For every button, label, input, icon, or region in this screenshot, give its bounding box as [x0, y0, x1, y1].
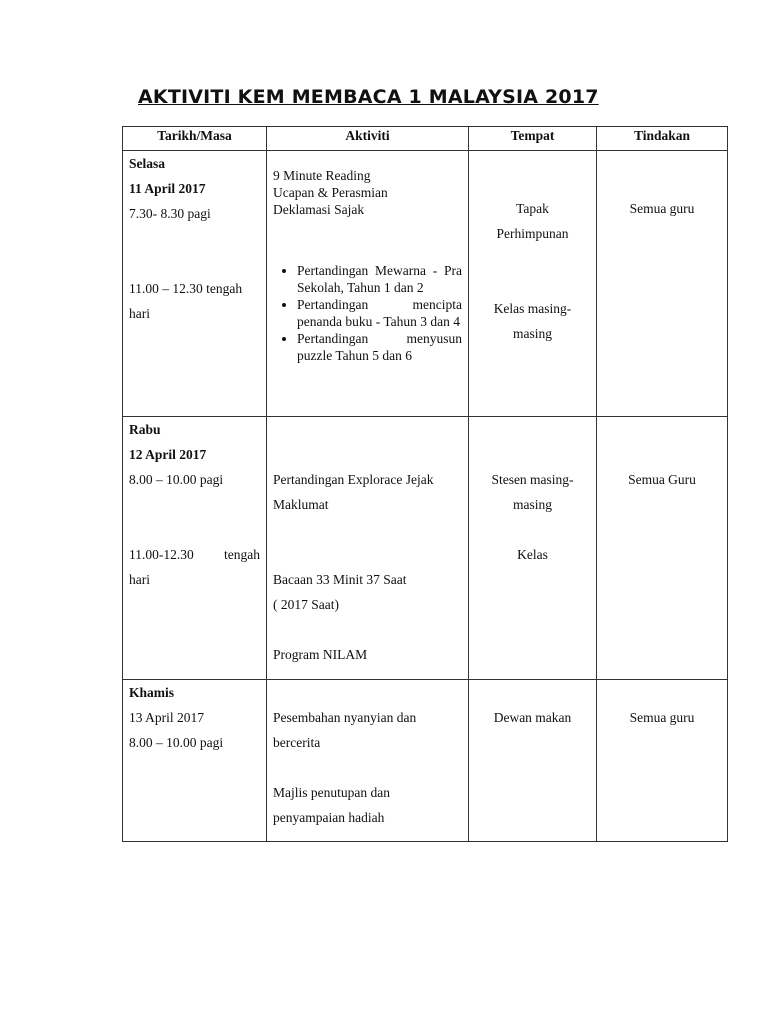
activity-item: Majlis penutupan dan penyampaian hadiah: [273, 785, 390, 825]
day-label: Khamis: [129, 685, 175, 700]
competition-list: [273, 262, 462, 364]
header-activity: Aktiviti: [267, 127, 469, 151]
place-cell: [469, 417, 597, 680]
action-cell: [597, 151, 728, 417]
list-item: • Pertandingan menyusun puzzle Tahun 5 dan 6: [297, 330, 462, 364]
date-label: 11 April 2017: [129, 181, 206, 196]
place-cell: [469, 151, 597, 417]
action-label: Semua Guru: [628, 472, 696, 487]
place-label: Tapak Perhimpunan: [496, 201, 569, 241]
action-cell: [597, 417, 728, 680]
place-cell: [469, 680, 597, 842]
activity-item: Program NILAM: [273, 647, 368, 662]
activity-item-sub: ( 2017 Saat): [273, 597, 339, 612]
date-time-cell: [123, 151, 267, 417]
time-slot: 11.00-12.30 tengah: [129, 547, 260, 562]
activity-cell: [267, 417, 469, 680]
schedule-table: [122, 126, 728, 842]
place-label: Kelas masing-masing: [493, 301, 572, 341]
header-date-time: Tarikh/Masa: [123, 127, 267, 151]
activity-item: Deklamasi Sajak: [273, 202, 365, 217]
activity-item: Pesembahan nyanyian dan bercerita: [273, 710, 417, 750]
date-label: 12 April 2017: [129, 447, 207, 462]
header-action: Tindakan: [597, 127, 728, 151]
time-slot: 7.30- 8.30 pagi: [129, 206, 211, 221]
table-row: [123, 680, 728, 842]
table-row: [123, 417, 728, 680]
date-label: 13 April 2017: [129, 710, 205, 725]
page-title: AKTIVITI KEM MEMBACA 1 MALAYSIA 2017: [138, 86, 599, 108]
table-header-row: [123, 127, 728, 151]
day-label: Selasa: [129, 156, 166, 171]
date-time-cell: Rabu 12 April 2017 8.00 – 10.00 pagi 11.00-12.30 tengah hari: [123, 417, 267, 680]
time-slot: 8.00 – 10.00 pagi: [129, 472, 224, 487]
header-place: Tempat: [469, 127, 597, 151]
date-time-cell: [123, 680, 267, 842]
action-label: Semua guru: [629, 710, 695, 725]
place-label: Kelas: [517, 547, 548, 562]
activity-cell: [267, 680, 469, 842]
time-slot: 8.00 – 10.00 pagi: [129, 735, 224, 750]
place-label: Dewan makan: [493, 710, 572, 725]
time-slot: 11.00 – 12.30 tengah hari: [129, 281, 243, 321]
activity-cell: [267, 151, 469, 417]
place-label: Stesen masing-masing: [491, 472, 574, 512]
table-row: [123, 151, 728, 417]
activity-item: Ucapan & Perasmian: [273, 185, 388, 200]
list-item: • Pertandingan Mewarna - Pra Sekolah, Tahun 1 dan 2: [297, 262, 462, 296]
activity-item: Pertandingan Explorace Jejak Maklumat: [273, 472, 434, 512]
day-label: Rabu: [129, 422, 161, 437]
activity-item: Bacaan 33 Minit 37 Saat: [273, 572, 407, 587]
action-label: Semua guru: [629, 201, 695, 216]
list-item: • Pertandingan mencipta penanda buku - Tahun 3 dan 4: [297, 296, 462, 330]
activity-item: 9 Minute Reading: [273, 168, 371, 183]
action-cell: [597, 680, 728, 842]
